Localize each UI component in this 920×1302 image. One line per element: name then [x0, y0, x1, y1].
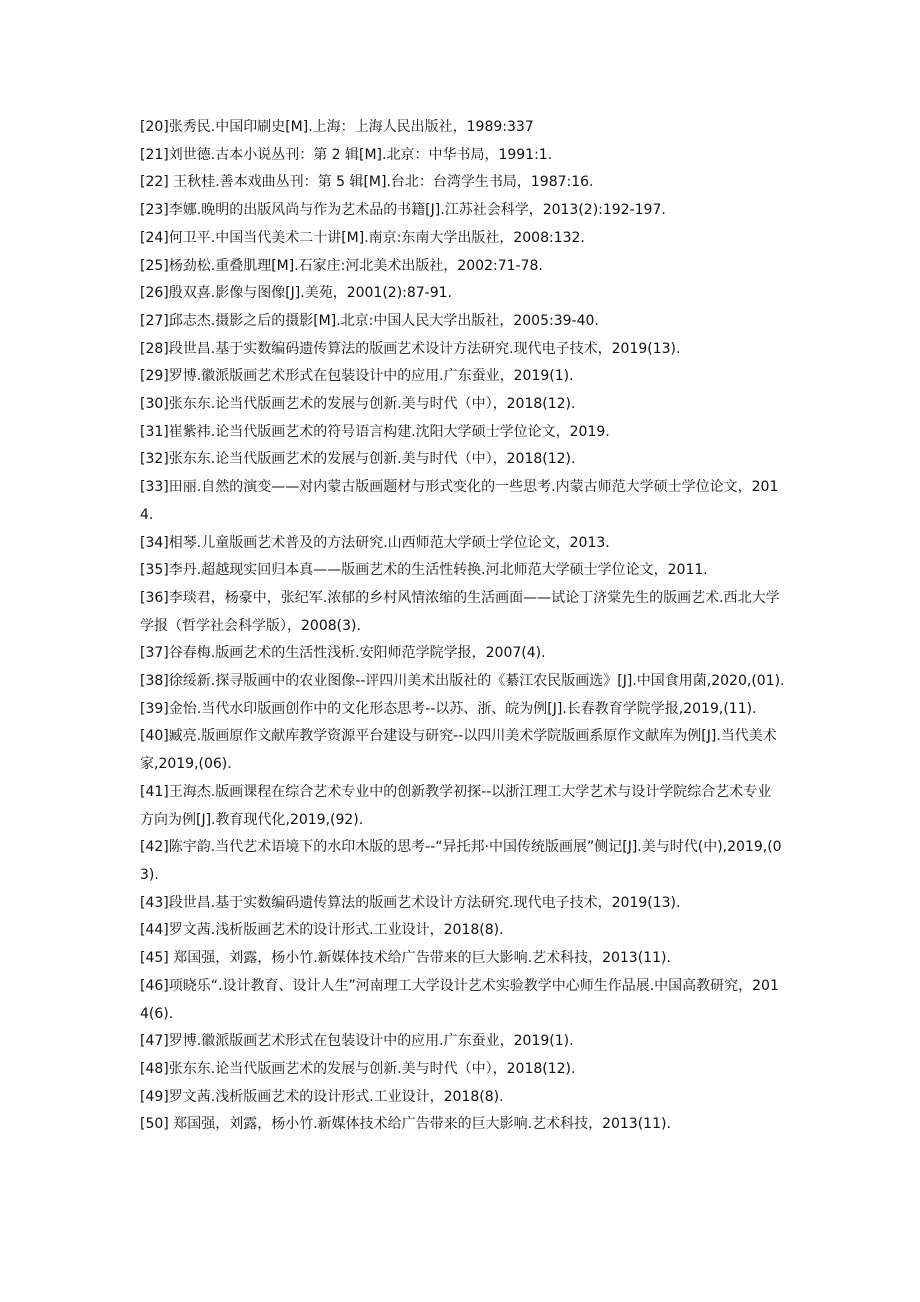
reference-item-20: [20]张秀民.中国印刷史[M].上海：上海人民出版社，1989:337 — [140, 119, 534, 135]
reference-item-23: [23]李娜.晚明的出版风尚与作为艺术品的书籍[J].江苏社会科学，2013(2):192-197. — [140, 202, 666, 219]
reference-item-27: [27]邱志杰.摄影之后的摄影[M].北京:中国人民大学出版社，2005:39-40. — [140, 312, 599, 329]
reference-item-37: [37]谷春梅.版画艺术的生活性浅析.安阳师范学院学报，2007(4). — [140, 645, 546, 662]
reference-item-49: [49]罗文茜.浅析版画艺术的设计形式.工业设计，2018(8). — [140, 1088, 504, 1105]
reference-item-43: [43]段世昌.基于实数编码遗传算法的版画艺术设计方法研究.现代电子技术，2019(13). — [140, 894, 681, 911]
reference-item-47: [47]罗博.徽派版画艺术形式在包装设计中的应用.广东蚕业，2019(1). — [140, 1033, 574, 1050]
reference-item-24: [24]何卫平.中国当代美术二十讲[M].南京:东南大学出版社，2008:132. — [140, 229, 585, 246]
reference-item-42: [42]陈宇韵.当代艺术语境下的水印木版的思考--“异托邦·中国传统版画展”侧记[J].美与时代(中),2019,(03). — [140, 839, 782, 883]
reference-item-45: [45] 郑国强，刘露，杨小竹.新媒体技术给广告带来的巨大影响.艺术科技，2013(11). — [140, 950, 671, 967]
reference-item-22: [22] 王秋桂.善本戏曲丛刊：第 5 辑[M].台北：台湾学生书局，1987:16. — [140, 174, 594, 191]
reference-item-28: [28]段世昌.基于实数编码遗传算法的版画艺术设计方法研究.现代电子技术，2019(13). — [140, 340, 681, 357]
reference-item-25: [25]杨劲松.重叠肌理[M].石家庄:河北美术出版社，2002:71-78. — [140, 257, 543, 274]
reference-item-44: [44]罗文茜.浅析版画艺术的设计形式.工业设计，2018(8). — [140, 922, 504, 939]
reference-item-36: [36]李琰君，杨豪中，张纪军.浓郁的乡村风情浓缩的生活画面——试论丁济棠先生的版画艺术.西北大学学报（哲学社会科学版），2008(3). — [140, 589, 780, 634]
reference-item-50: [50] 郑国强，刘露，杨小竹.新媒体技术给广告带来的巨大影响.艺术科技，2013(11). — [140, 1116, 671, 1133]
reference-list — [140, 114, 785, 1139]
reference-item-40: [40]臧亮.版画原作文献库教学资源平台建设与研究--以四川美术学院版画系原作文献库为例[J].当代美术家,2019,(06). — [140, 728, 777, 773]
reference-item-26: [26]殷双喜.影像与图像[J].美苑，2001(2):87-91. — [140, 285, 452, 302]
reference-item-41: [41]王海杰.版画课程在综合艺术专业中的创新教学初探--以浙江理工大学艺术与设计学院综合艺术专业方向为例[J].教育现代化,2019,(92). — [140, 783, 772, 828]
reference-item-38: [38]徐绥新.探寻版画中的农业图像--评四川美术出版社的《綦江农民版画选》[J].中国食用菌,2020,(01). — [140, 673, 785, 690]
reference-item-48: [48]张东东.论当代版画艺术的发展与创新.美与时代（中），2018(12). — [140, 1060, 576, 1077]
reference-item-31: [31]崔紫祎.论当代版画艺术的符号语言构建.沈阳大学硕士学位论文，2019. — [140, 423, 610, 440]
reference-item-21: [21]刘世德.古本小说丛刊：第 2 辑[M].北京：中华书局，1991:1. — [140, 146, 553, 163]
reference-item-46: [46]项晓乐“.设计教育、设计人生”河南理工大学设计艺术实验教学中心师生作品展.中国高教研究，2014(6). — [140, 977, 779, 1022]
reference-item-29: [29]罗博.徽派版画艺术形式在包装设计中的应用.广东蚕业，2019(1). — [140, 368, 574, 385]
reference-item-34: [34]相琴.儿童版画艺术普及的方法研究.山西师范大学硕士学位论文，2013. — [140, 534, 610, 551]
reference-item-32: [32]张东东.论当代版画艺术的发展与创新.美与时代（中），2018(12). — [140, 451, 576, 468]
reference-item-30: [30]张东东.论当代版画艺术的发展与创新.美与时代（中），2018(12). — [140, 396, 576, 413]
reference-item-35: [35]李丹.超越现实回归本真——版画艺术的生活性转换.河北师范大学硕士学位论文，2011. — [140, 562, 708, 579]
reference-item-33: [33]田丽.自然的演变——对内蒙古版画题材与形式变化的一些思考.内蒙古师范大学硕士学位论文，2014. — [140, 479, 779, 523]
reference-item-39: [39]金怡.当代水印版画创作中的文化形态思考--以苏、浙、皖为例[J].长春教育学院学报,2019,(11). — [140, 700, 757, 717]
